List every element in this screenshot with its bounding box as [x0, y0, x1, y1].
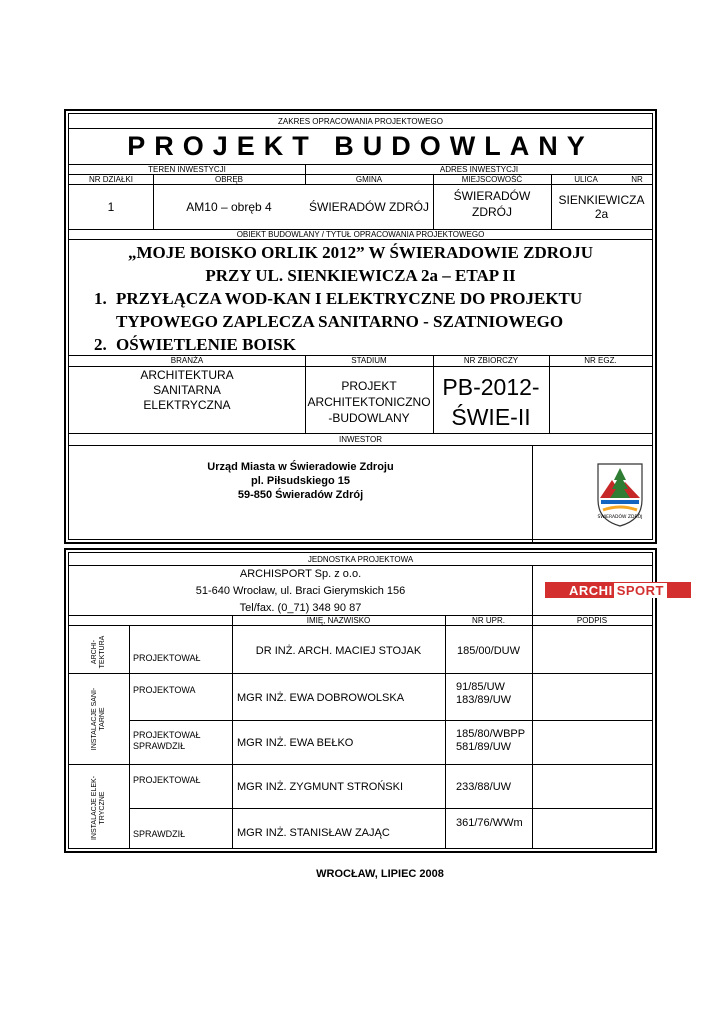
- place-date: WROCŁAW, LIPIEC 2008: [316, 868, 444, 880]
- role-row-1: PROJEKTOWAŁ: [133, 653, 201, 663]
- svg-text:ŚWIERADÓW ZDRÓJ: ŚWIERADÓW ZDRÓJ: [597, 515, 643, 520]
- city-emblem: [595, 458, 645, 528]
- inwestor-label: INWESTOR: [339, 435, 382, 444]
- nr-row-5: 361/76/WWm: [456, 817, 523, 829]
- nr-zbiorczy-value: PB-2012- ŚWIE-II: [442, 374, 540, 430]
- title-line-1: „MOJE BOISKO ORLIK 2012” W ŚWIERADOWIE ZDROJU: [127, 243, 594, 262]
- archisport-logo: ARCHI SPORT: [545, 582, 691, 598]
- nr-upr-label: NR UPR.: [472, 616, 505, 625]
- name-row-4: MGR INŻ. ZYGMUNT STROŃSKI: [237, 781, 404, 793]
- title-item-1a: PRZYŁĄCZA WOD-KAN I ELEKTRYCZNE DO PROJEKTU: [116, 289, 583, 308]
- nr-row-3: 185/80/WBPP 581/89/UW: [456, 728, 526, 753]
- ulica-value: SIENKIEWICZA 2a: [558, 193, 645, 221]
- imie-label: IMIĘ, NAZWISKO: [306, 616, 371, 625]
- role-row-2: PROJEKTOWA: [133, 685, 196, 695]
- obiekt-label: OBIEKT BUDOWLANY / TYTUŁ OPRACOWANIA PROJEKTOWEGO: [236, 230, 485, 239]
- podpis-label: PODPIS: [576, 616, 608, 625]
- miejscowosc-label: MIEJSCOWOŚĆ: [461, 175, 523, 184]
- zakres-label: ZAKRES OPRACOWANIA PROJEKTOWEGO: [278, 117, 443, 126]
- nr-row-1: 185/00/DUW: [457, 645, 520, 657]
- nr-row-4: 233/88/UW: [456, 781, 512, 793]
- group-architektura: ARCHI- TEKTURA: [91, 635, 106, 669]
- name-row-3: MGR INŻ. EWA BEŁKO: [237, 737, 354, 749]
- role-row-3: PROJEKTOWAŁ SPRAWDZIŁ: [133, 730, 201, 751]
- ulica-label: ULICA: [574, 175, 598, 184]
- nr-label: NR: [631, 175, 643, 184]
- inwestor-address: Urząd Miasta w Świeradowie Zdroju pl. Piłsudskiego 15 59-850 Świeradów Zdrój: [207, 461, 394, 501]
- gmina-value: ŚWIERADÓW ZDRÓJ: [309, 200, 429, 214]
- adres-label: ADRES INWESTYCJI: [439, 165, 519, 174]
- title-item-1b: TYPOWEGO ZAPLECZA SANITARNO - SZATNIOWEGO: [116, 312, 564, 331]
- obreb-label: OBRĘB: [214, 175, 243, 184]
- title-block-bottom: [64, 548, 664, 853]
- stadium-value: PROJEKT ARCHITEKTONICZNO -BUDOWLANY: [307, 379, 431, 425]
- branza-value: ARCHITEKTURA SANITARNA ELEKTRYCZNA: [140, 368, 234, 412]
- nr-row-2: 91/85/UW 183/89/UW: [456, 681, 512, 706]
- page-title: PROJEKT BUDOWLANY: [127, 131, 594, 161]
- name-row-5: MGR INŻ. STANISŁAW ZAJĄC: [237, 827, 390, 839]
- teren-label: TEREN INWESTYCJI: [148, 165, 226, 174]
- stadium-label: STADIUM: [351, 356, 387, 365]
- nr-egz-label: NR EGZ.: [584, 356, 617, 365]
- name-row-2: MGR INŻ. EWA DOBROWOLSKA: [237, 692, 405, 704]
- jednostka-label: JEDNOSTKA PROJEKTOWA: [307, 555, 414, 564]
- title-line-2: PRZY UL. SIENKIEWICZA 2a – ETAP II: [205, 266, 516, 285]
- group-sanitarne: INSTALACJE SANI- TARNE: [91, 687, 106, 751]
- title-block-top: [64, 109, 657, 544]
- role-row-4: PROJEKTOWAŁ: [133, 775, 201, 785]
- group-elektryczne: INSTALACJE ELEK- TRYCZNE: [91, 775, 106, 841]
- name-row-1: DR INŻ. ARCH. MACIEJ STOJAK: [255, 645, 422, 657]
- nr-zbiorczy-label: NR ZBIORCZY: [463, 356, 519, 365]
- jednostka-address: ARCHISPORT Sp. z o.o. 51-640 Wrocław, ul. Braci Gierymskich 156 Tel/fax. (0_71) 348 90 87: [195, 568, 406, 614]
- nr-dzialki-label: NR DZIAŁKI: [88, 175, 133, 184]
- branza-label: BRANŻA: [170, 356, 204, 365]
- project-title: „MOJE BOISKO ORLIK 2012” W ŚWIERADOWIE ZDROJU PRZY UL. SIENKIEWICZA 2a – ETAP II 1. PRZYŁĄCZA WOD-KAN I ELEKTRYCZNE DO PROJEKTU TYPOWEGO ZAPLECZA SANITARNO - SZATNIOWEGO 2. OŚWIETLENIE BOISK: [69, 241, 652, 356]
- title-item-2: OŚWIETLENIE BOISK: [116, 335, 296, 354]
- gmina-label: GMINA: [355, 175, 383, 184]
- miejscowosc-value: ŚWIERADÓW ZDRÓJ: [453, 189, 531, 219]
- role-row-5: SPRAWDZIŁ: [133, 829, 186, 839]
- obreb-value: AM10 – obręb 4: [186, 200, 272, 214]
- nr-dzialki-value: 1: [107, 200, 115, 214]
